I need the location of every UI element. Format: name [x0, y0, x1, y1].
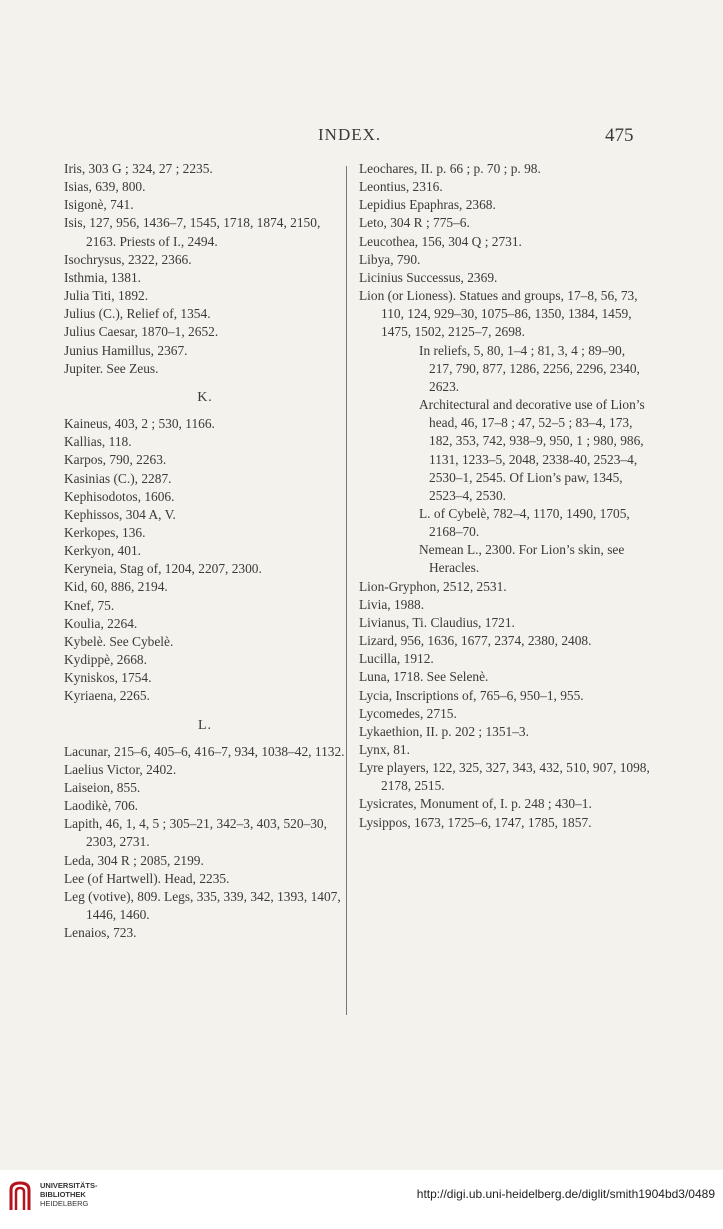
index-entry: Libya, 790. [359, 251, 421, 267]
index-entry: Lucilla, 1912. [359, 651, 434, 667]
index-entry: Lapith, 46, 1, 4, 5 ; 305–21, 342–3, 403, 520–30, 2303, 2731. [64, 816, 327, 850]
logo-line: UNIVERSITÄTS- [40, 1181, 98, 1190]
entries-i-j [64, 160, 346, 378]
index-entry: Kasinias (C.), 2287. [64, 470, 172, 486]
index-entry: Leg (votive), 809. Legs, 335, 339, 342, 1393, 1407, 1446, 1460. [64, 888, 341, 923]
library-logo-icon [8, 1180, 32, 1212]
index-entry: Lepidius Epaphras, 2368. [359, 197, 496, 213]
page-number: 475 [605, 125, 634, 146]
index-entry: Lenaios, 723. [64, 925, 137, 941]
index-entry: Leucothea, 156, 304 Q ; 2731. [359, 233, 522, 249]
index-entry: Livianus, Ti. Claudius, 1721. [359, 614, 515, 630]
index-entry: Laiseion, 855. [64, 780, 141, 795]
index-entry: Lyre players, 122, 325, 327, 343, 432, 510, 907, 1098, 2178, 2515. [359, 760, 650, 794]
index-entry: Julius Caesar, 1870–1, 2652. [64, 324, 219, 340]
index-entry: Leontius, 2316. [359, 179, 443, 195]
index-entry: Kybelè. See Cybelè. [64, 633, 174, 649]
index-entry: Keryneia, Stag of, 1204, 2207, 2300. [64, 561, 262, 577]
index-entry: Kephisodotos, 1606. [64, 488, 175, 504]
index-entry: Lycia, Inscriptions of, 765–6, 950–1, 955. [359, 687, 584, 703]
index-entry: Lynx, 81. [359, 742, 410, 757]
index-entry: Julius (C.), Relief of, 1354. [64, 306, 211, 322]
index-entry: Isigonè, 741. [64, 197, 134, 213]
index-entry: Kerkopes, 136. [64, 524, 146, 540]
index-entry: Kid, 60, 886, 2194. [64, 579, 168, 595]
index-entry: Kallias, 118. [64, 434, 132, 450]
index-entry: Kephissos, 304 A, V. [64, 506, 176, 522]
index-entry: Isias, 639, 800. [64, 179, 146, 195]
index-entry: Kydippè, 2668. [64, 652, 147, 668]
index-entry: Leda, 304 R ; 2085, 2199. [64, 852, 204, 868]
index-entry: Lysippos, 1673, 1725–6, 1747, 1785, 1857. [359, 814, 592, 830]
index-entry: Laodikè, 706. [64, 798, 139, 814]
index-entry: Isis, 127, 956, 1436–7, 1545, 1718, 1874, 2150, 2163. Priests of I., 2494. [64, 215, 321, 249]
index-entry: Luna, 1718. See Selenè. [359, 669, 489, 685]
index-entry: Koulia, 2264. [64, 615, 138, 631]
index-entry: Lizard, 956, 1636, 1677, 2374, 2380, 2408. [359, 633, 592, 649]
library-logo-text [40, 1181, 98, 1208]
entries-lion-gryphon-lysippos [359, 578, 651, 832]
entries-l [64, 743, 346, 943]
index-entry: Kerkyon, 401. [64, 543, 141, 559]
index-entry: Isthmia, 1381. [64, 269, 141, 285]
right-column [359, 160, 651, 832]
entries-k [64, 415, 346, 706]
index-entry: Karpos, 790, 2263. [64, 452, 167, 468]
index-entry: Kyriaena, 2265. [64, 688, 150, 704]
index-entry: Laelius Victor, 2402. [64, 761, 177, 777]
index-entry: Isochrysus, 2322, 2366. [64, 251, 192, 267]
index-entry: Lee (of Hartwell). Head, 2235. [64, 870, 230, 886]
index-entry: In reliefs, 5, 80, 1–4 ; 81, 3, 4 ; 89–90, 217, 790, 877, 1286, 2256, 2296, 2340, 2623. [419, 342, 640, 394]
page-title: INDEX. [318, 125, 382, 144]
index-entry: Iris, 303 G ; 324, 27 ; 2235. [64, 161, 213, 176]
logo-line: BIBLIOTHEK [40, 1190, 86, 1199]
lion-subentries [359, 342, 651, 578]
section-heading-k: K. [197, 389, 213, 405]
index-entry: Kyniskos, 1754. [64, 670, 152, 686]
index-entry: Kaineus, 403, 2 ; 530, 1166. [64, 416, 215, 432]
index-entry: Jupiter. See Zeus. [64, 360, 159, 376]
index-entry: Lacunar, 215–6, 405–6, 416–7, 934, 1038–42, 1132. [64, 743, 345, 759]
index-entry: Architectural and decorative use of Lion’s head, 46, 17–8 ; 47, 52–5 ; 83–4, 173, 182, 353, 742, 938–9, 950, 1 ; 980, 986, 1131, 1233–5, 2048, 2338-40, 2523–4, 2530–1, 2545. Of Lion’s paw, 1345, 2523–4, 2530. [419, 397, 645, 503]
logo-line: HEIDELBERG [40, 1199, 89, 1208]
source-url-link[interactable]: http://digi.ub.uni-heidelberg.de/diglit/smith1904bd3/0489 [416, 1187, 715, 1201]
index-entry: Lykaethion, II. p. 202 ; 1351–3. [359, 723, 529, 739]
entries-leochares-lion [359, 160, 651, 342]
left-column [64, 160, 346, 942]
index-entry: Lycomedes, 2715. [359, 705, 457, 721]
index-entry: Livia, 1988. [359, 596, 425, 612]
index-entry: Leochares, II. p. 66 ; p. 70 ; p. 98. [359, 161, 541, 176]
footer-bar [0, 1170, 723, 1229]
index-entry: Lysicrates, Monument of, I. p. 248 ; 430–1. [359, 796, 592, 812]
column-divider [346, 166, 347, 1015]
index-entry: Lion-Gryphon, 2512, 2531. [359, 578, 507, 594]
section-heading-l: L. [197, 717, 213, 733]
index-entry: Junius Hamillus, 2367. [64, 342, 188, 358]
index-entry: Lion (or Lioness). Statues and groups, 17–8, 56, 73, 110, 124, 929–30, 1075–86, 1350, 1384, 1459, 1475, 1502, 2125–7, 2698. [359, 288, 638, 340]
page-header [0, 125, 723, 149]
index-entry: Nemean L., 2300. For Lion’s skin, see Heracles. [419, 542, 625, 576]
index-entry: Knef, 75. [64, 597, 115, 613]
index-entry: Licinius Successus, 2369. [359, 269, 498, 285]
index-entry: L. of Cybelè, 782–4, 1170, 1490, 1705, 2168–70. [419, 505, 630, 540]
index-entry: Julia Titi, 1892. [64, 288, 149, 304]
index-entry: Leto, 304 R ; 775–6. [359, 215, 470, 231]
